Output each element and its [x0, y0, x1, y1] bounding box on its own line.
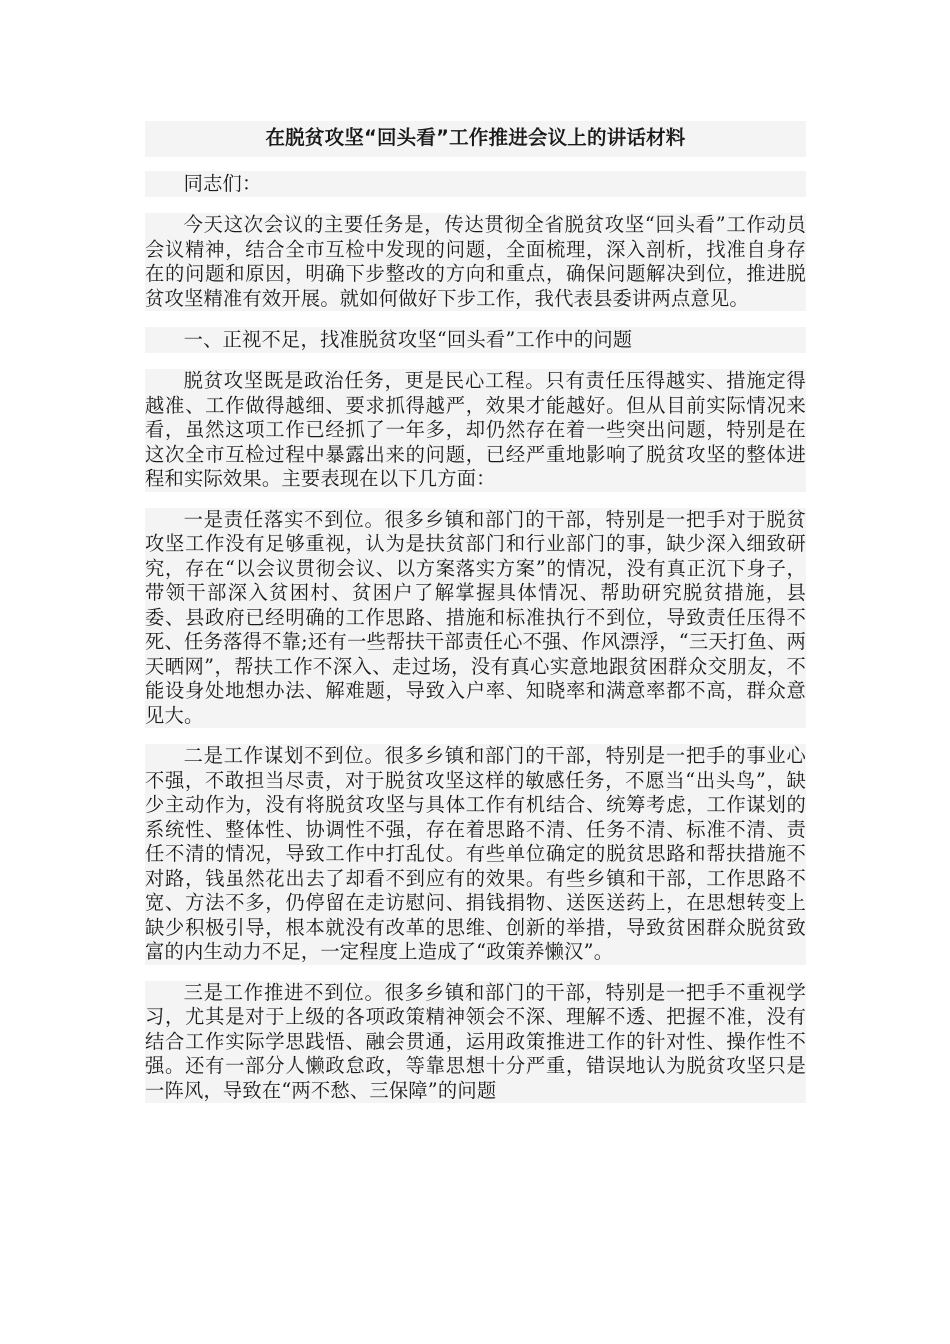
- spacer: [145, 965, 806, 981]
- paragraph-overview: 脱贫攻坚既是政治任务，更是民心工程。只有责任压得越实、措施定得越准、工作做得越细、要求抓得越严，效果才能越好。但从目前实际情况来看，虽然这项工作已经抓了一年多，却仍然存在着一些突出问题，特别是在这次全市互检过程中暴露出来的问题，已经严重地影响了脱贫攻坚的整体进程和实际效果。主要表现在以下几方面：: [145, 369, 806, 490]
- paragraph-intro: 今天这次会议的主要任务是，传达贯彻全省脱贫攻坚“回头看”工作动员会议精神，结合全市互检中发现的问题，全面梳理，深入剖析，找准自身存在的问题和原因，明确下步整改的方向和重点，确保问题解决到位，推进脱贫攻坚精准有效开展。就如何做好下步工作，我代表县委讲两点意见。: [145, 213, 806, 310]
- document-title: 在脱贫攻坚“回头看”工作推进会议上的讲话材料: [145, 121, 806, 157]
- paragraph-point-three: 三是工作推进不到位。很多乡镇和部门的干部，特别是一把手不重视学习，尤其是对于上级的各项政策精神领会不深、理解不透、把握不准，没有结合工作实际学思践悟、融会贯通，运用政策推进工作的针对性、操作性不强。还有一部分人懒政怠政，等靠思想十分严重，错误地认为脱贫攻坚只是一阵风，导致在“两不愁、三保障”的问题: [145, 980, 806, 1102]
- salutation: 同志们：: [145, 171, 806, 197]
- document-body: [145, 121, 806, 1103]
- spacer: [145, 492, 806, 508]
- paragraph-point-two: 二是工作谋划不到位。很多乡镇和部门的干部，特别是一把手的事业心不强，不敢担当尽责，对于脱贫攻坚这样的敏感任务，不愿当“出头鸟”，缺少主动作为，没有将脱贫攻坚与具体工作有机结合、统筹考虑，工作谋划的系统性、整体性、协调性不强，存在着思路不清、任务不清、标准不清、责任不清的情况，导致工作中打乱仗。有些单位确定的脱贫思路和帮扶措施不对路，钱虽然花出去了却看不到应有的效果。有些乡镇和干部，工作思路不宽、方法不多，仍停留在走访慰问、捐钱捐物、送医送药上，在思想转变上缺少积极引导，根本就没有改革的思维、创新的举措，导致贫困群众脱贫致富的内生动力不足，一定程度上造成了“政策养懒汉”。: [145, 744, 806, 963]
- spacer: [145, 157, 806, 171]
- spacer: [145, 353, 806, 369]
- section-heading: 一、正视不足，找准脱贫攻坚“回头看”工作中的问题: [145, 327, 806, 353]
- spacer: [145, 728, 806, 744]
- paragraph-point-one: 一是责任落实不到位。很多乡镇和部门的干部，特别是一把手对于脱贫攻坚工作没有足够重视，认为是扶贫部门和行业部门的事，缺少深入细致研究，存在“以会议贯彻会议、以方案落实方案”的情况，没有真正沉下身子，带领干部深入贫困村、贫困户了解掌握具体情况、帮助研究脱贫措施，县委、县政府已经明确的工作思路、措施和标准执行不到位，导致责任压得不死、任务落得不靠;还有一些帮扶干部责任心不强、作风漂浮，“三天打鱼、两天晒网”，帮扶工作不深入、走过场，没有真心实意地跟贫困群众交朋友，不能设身处地想办法、解难题，导致入户率、知晓率和满意率都不高，群众意见大。: [145, 507, 806, 727]
- spacer: [145, 311, 806, 327]
- spacer: [145, 197, 806, 213]
